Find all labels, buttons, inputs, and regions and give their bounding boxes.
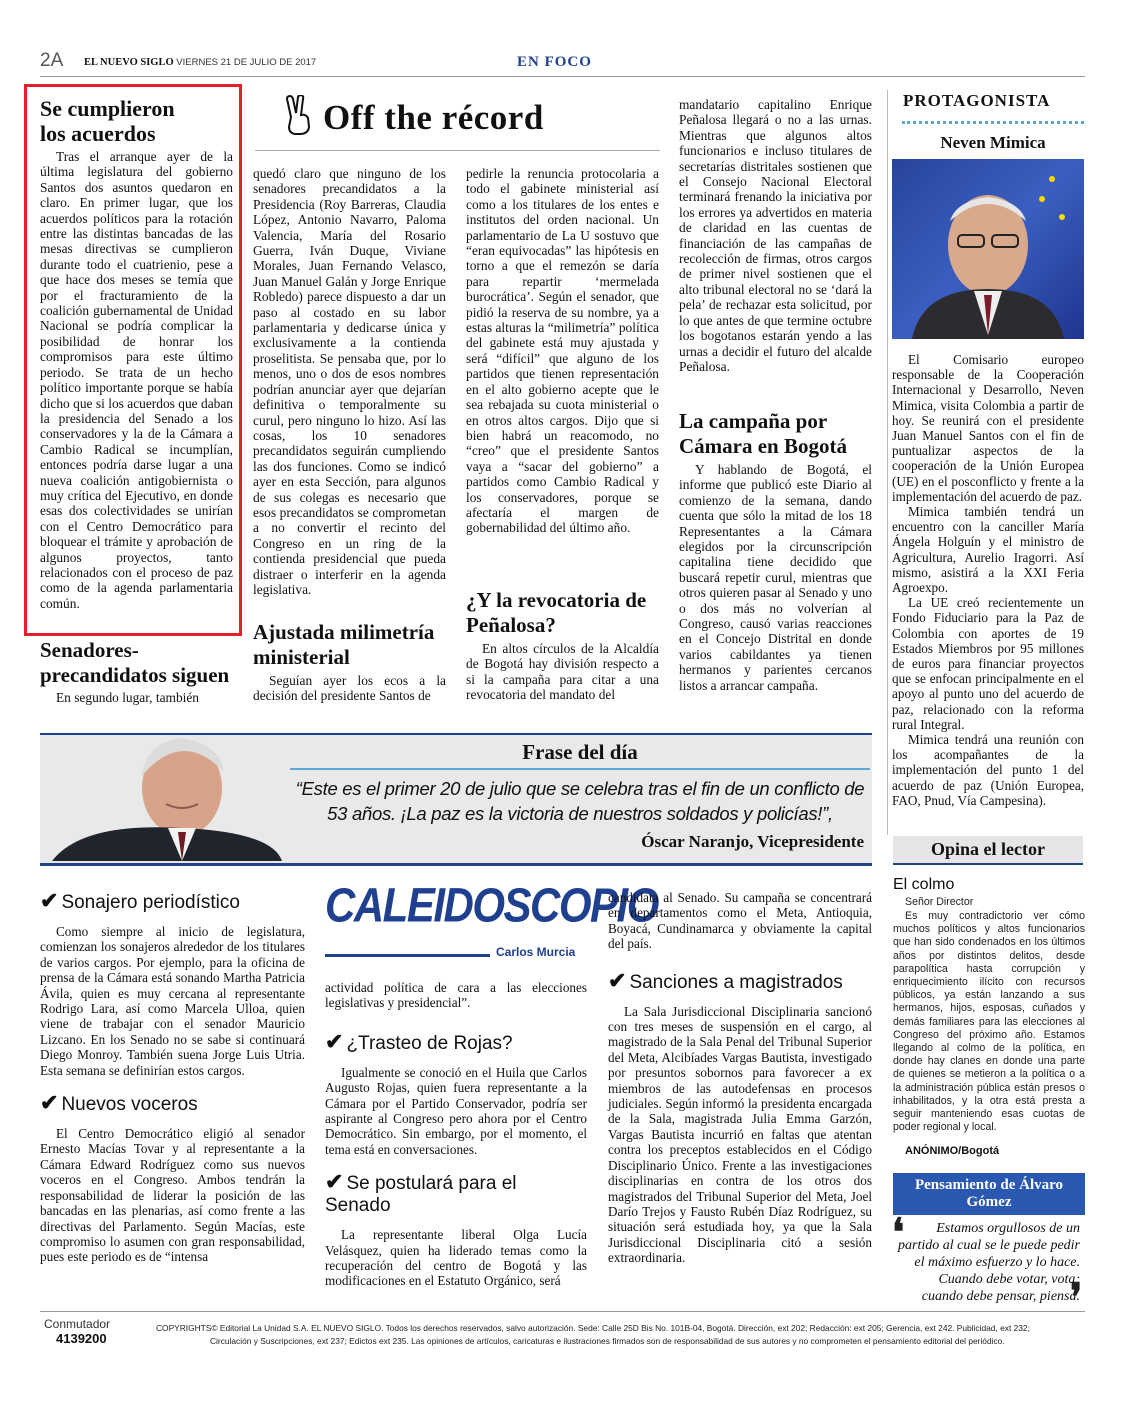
- s1-head-row: [40, 890, 305, 914]
- right-lead: [608, 890, 872, 952]
- frase-author: Óscar Naranjo, Vicepresidente: [641, 832, 864, 851]
- off-title-rule: [255, 150, 660, 151]
- issue-date: VIERNES 21 DE JULIO DE 2017: [176, 57, 317, 68]
- footer-rule: [40, 1311, 1085, 1312]
- off-col-c-sub: [679, 409, 872, 693]
- protagonista-label: PROTAGONISTA: [903, 91, 1051, 110]
- col1-subhead: Senadores-precandidatos siguen: [40, 638, 230, 687]
- s5-head: Sanciones a magistrados: [629, 971, 843, 993]
- s3-head-row: [325, 1028, 587, 1055]
- pensamiento-label: Pensamiento de Álvaro Gómez: [893, 1173, 1085, 1215]
- frase-label: Frase del día: [522, 740, 638, 764]
- off-col-b-tail-wrap: [466, 641, 659, 703]
- off-col-c-tail-wrap: [679, 462, 872, 693]
- s4-body: [325, 1227, 587, 1289]
- s3-head: ¿Trasteo de Rojas?: [346, 1032, 513, 1054]
- caleido-col2: [325, 980, 587, 1289]
- victory-hand-icon: [283, 95, 313, 140]
- pensamiento-quote: Estamos orgullosos de un partido al cual se le puede pedir el máximo esfuerzo y lo hace. Cuando debe votar, vota; cuando debe pensar, piensa.: [898, 1221, 1080, 1304]
- s3-body: [325, 1065, 587, 1157]
- masthead: EL NUEVO SIGLO: [84, 57, 174, 68]
- header-strip: [84, 57, 316, 68]
- naranjo-portrait: [42, 720, 282, 861]
- s2-text: El Centro Democrático eligió al senador Ernesto Macías Tovar y al representante a la Cámara Edward Rodríguez como sus nuevos voceros en el Congreso. Ambos tendrán la responsabilidad de liderar la posición de las bancadas en las plenarias, así como frente a las directivas del Parlamento. Según Macías, este compromiso lo asumen con gran responsabilidad, pues este periodo es de “intensa: [40, 1126, 305, 1265]
- checkmark-icon: ✔: [325, 1028, 344, 1054]
- lector-title: El colmo: [893, 876, 955, 893]
- footer-line2: Circulación y Suscripciones, ext 237; Edictos ext 235. Las opiniones de artículos, caricaturas e ilustraciones firmados son de responsabilidad de sus autores y no comprometen el pensamiento editorial del periódico.: [210, 1336, 1005, 1346]
- s5-text: La Sala Jurisdiccional Disciplinaria sancionó con tres meses de suspensión en el cargo, al magistrado de la Sala Penal del Tribunal Superior del Meta, Alcibíades Vargas Bautista, investigado por presuntos sobornos para favorecer a ex miembros de las autodefensas en procesos judiciales. Según informó la presidenta encargada de la Sala, magistrada Julia Emma Garzón, Vargas Bautista incurrió en faltas que atentan contra los preceptos establecidos en el Código Disciplinario Único. Frente a las investigaciones disciplinarias en contra de los otros dos magistrados del Tribunal Superior del Meta, Joel Darío Trejos y Fausto Rubén Díaz Rodríguez, su situación será estudiada hoy, ya que la Sala Jurisdiccional Disciplinaria citó a sesión extraordinaria.: [608, 1003, 872, 1266]
- off-col-b: [466, 166, 659, 536]
- frase-label-rule: [290, 768, 870, 770]
- portrait-graphic: [892, 159, 1084, 339]
- off-col-c-tail: Y hablando de Bogotá, el informe que publicó este Diario al comienzo de la semana, dando cuenta que sólo la mitad de los 18 Representantes a la Cámara elegidos por la circunscripción capitalina tiene decidido que buscará repetir curul, mientras que otros quieren pasar al Senado y uno o dos más no volverían al Congreso, causó varias reacciones en el Concejo Distrital en donde varios cabildantes ya tienen hermanos y parientes cercanos listos a arrancar campaña.: [679, 462, 872, 693]
- frase-quote: “Este es el primer 20 de julio que se celebra tras el fin de un conflicto de 53 años. ¡La paz es la victoria de nuestros soldados y policías!”,: [295, 778, 865, 824]
- page-number: 2A: [40, 50, 64, 71]
- col1-headline: Se cumplieron los acuerdos: [40, 96, 175, 146]
- caleido-author: Carlos Murcia: [496, 945, 576, 959]
- mid-lead: [325, 980, 587, 1011]
- lector-greeting: Señor Director: [905, 896, 974, 908]
- s4-text: La representante liberal Olga Lucía Velásquez, quien ha liderado temas como la recuperación del centro de Bogotá y las modificaciones en el Estatuto Orgánico, será: [325, 1227, 587, 1289]
- lector-body: [893, 910, 1085, 1134]
- open-quote-icon: ❛: [892, 1212, 905, 1254]
- col1-subbody-text: En segundo lugar, también: [56, 690, 200, 705]
- s5-body: [608, 1004, 872, 1266]
- conmutador-label: Conmutador: [44, 1317, 111, 1331]
- off-record-title: Off the récord: [323, 97, 544, 137]
- s1-head: Sonajero periodístico: [61, 892, 240, 913]
- checkmark-icon: ✔: [325, 1169, 344, 1195]
- caleido-col1: [40, 890, 305, 1265]
- right-lead-text: candidata al Senado. Su campaña se concentrará en departamentos como el Meta, Antioquia, Boyacá, Cundinamarca y obviamente la capital del país.: [608, 890, 872, 952]
- s2-head-row: [40, 1092, 305, 1116]
- col1-body: [40, 149, 233, 611]
- col-divider: [887, 90, 888, 835]
- s1-text: Como siempre al inicio de legislatura, comienzan los sonajeros alrededor de los titulares de varios cargos. Por ejemplo, para la oficina de prensa de la Cámara está sonando Martha Patricia Ávila, quien es muy cercana al representante Rodrigo Lara, así como Marcela Ulloa, quien viene de trabajar con el senador Mauricio Lizcano. En los Senado no se sabe si continuará Diego Monroy. También suena Jorge Luis Utria. Esta semana se definirían estos cargos.: [40, 924, 305, 1078]
- s1-body: [40, 924, 305, 1078]
- caleido-rule: [325, 954, 490, 957]
- lector-body-text: Es muy contradictorio ver cómo muchos políticos y altos funcionarios que han sido condenados en los últimos años por distintos delitos, desde parapolítica hasta corrupción y enriquecimiento ilícito con recursos públicos, ya están lanzando a sus hermanos, hijos, esposas, cuñados y demás familiares para las elecciones al Congreso del próximo año. Estamos llegando al colmo de la política, en donde hay clanes en donde una parte de quienes se metieron a la política o a la administración pública están presos o inhabilitados, y la otra está presta a seguir manteniendo esas cuotas de poder regional y local.: [893, 910, 1085, 1134]
- s4-head: Se postulará para el Senado: [325, 1173, 517, 1217]
- header-rule: [40, 76, 1085, 77]
- s4-head-row: [325, 1171, 587, 1217]
- off-col-c-text: mandatario capitalino Enrique Peñalosa llegará o no a las urnas. Mientras que algunos altos funcionarios e incluso titulares de secretarías distritales sostienen que el Consejo Nacional Electoral terminará frenando la iniciativa por los errores ya advertidos en materia de claridad en las cuentas de financiación de las campañas de recolección de firmas, otros cargos de primer nivel sostienen que el alto tribunal electoral no se ‘dará la pela’ de rechazar esta solicitud, por lo que antes de que termine octubre los bogotanos estarán yendo a las urnas a decidir el futuro del alcalde Peñalosa.: [679, 97, 872, 374]
- caleido-title: CALEIDOSCOPIO: [325, 878, 658, 933]
- section-label: EN FOCO: [517, 54, 592, 70]
- protagonista-p2: Mimica también tendrá un encuentro con la canciller María Ángela Holguín y el ministro de Agricultura, Aurelio Iragorri. Así mismo, asistirá a la XXI Feria Agroexpo.: [892, 504, 1084, 596]
- off-col-a-tail: Seguían ayer los ecos a la decisión del presidente Santos de: [253, 673, 446, 704]
- s2-body: [40, 1126, 305, 1265]
- off-col-b-sub: [466, 588, 659, 703]
- protagonista-body: [892, 352, 1084, 808]
- protagonista-p1: El Comisario europeo responsable de la Cooperación Internacional y Desarrollo, Neven Mimica, visita Colombia a partir de hoy. Se reunirá con el presidente Juan Manuel Santos con el fin de puntualizar aspectos de la cooperación de la Unión Europea (UE) en el posconflicto y frente a la implementación del acuerdo de paz.: [892, 352, 1084, 504]
- off-col-a-tail-wrap: [253, 673, 446, 704]
- footer-line1: COPYRIGHTS© Editorial La Unidad S.A. EL NUEVO SIGLO. Todos los derechos reservados, salvo autorización. Sede: Calle 25D Bis No. 101B-04, Bogotá. Dirección, ext 202; Redacción: ext 205; Gerencia, ext 242. Publicidad, ext 232;: [156, 1323, 1030, 1333]
- frase-photo: [42, 720, 282, 861]
- off-col-c-head: La campaña por Cámara en Bogotá: [679, 409, 847, 458]
- col1-sub: [40, 638, 233, 705]
- off-col-b-text: pedirle la renuncia protocolaria a todo el gabinete ministerial así como a los titulares de los entes e institutos del orden nacional. Un parlamentario de La U sostuvo que “eran equivocadas” las hipótesis en torno a que el remezón se daría para repartir ‘mermelada burocrática’. Según el senador, que pidió la reserva de su nombre, ya a estas alturas la “milimetría” política del gabinete está muy ajustada y será “difícil” que alguno de los partidos que tienen representación en el alto gobierno acepte que le sea rebajada su cuota ministerial o en otros altos cargos. Dijo que si bien habrá un reacomodo, no “creo” que el presidente Santos vaya a “sacar del gobierno” a partidos como Cambio Radical y los conservadores, porque se afectaría el margen de gobernabilidad del último año.: [466, 166, 659, 536]
- off-col-a-text: quedó claro que ninguno de los senadores precandidatos a la Presidencia (Roy Barreras, Claudia López, Antonio Navarro, Paloma Valencia, María del Rosario Guerra, Iván Duque, Viviane Morales, Juan Fernando Velasco, Juan Manuel Galán y Jorge Enrique Robledo) parece dispuesto a dar un paso al costado en su labor parlamentaria y dedicarse única y exclusivamente a la contienda proselitista. Se pensaba que, por lo menos, uno o dos de esos nombres podrían anunciar ayer que dejarían definitiva o temporalmente su curul, pero ninguno lo hizo. Así las cosas, los 10 senadores precandidatos seguirán cumpliendo las dos funciones. Como se indicó ayer en esta Sección, para algunos de sus colegas es necesario que esos precandidatos se comprometan a no convertir el recinto del Congreso en un ring de la contienda presidencial que pueda distraer o interferir en la agenda legislativa.: [253, 166, 446, 597]
- protagonista-name: Neven Mimica: [940, 133, 1046, 152]
- off-col-a-sub: [253, 620, 446, 704]
- off-record-title-block: [283, 95, 544, 139]
- off-col-a-head: Ajustada milimetría ministerial: [253, 620, 435, 669]
- caleido-col3: [608, 890, 872, 1266]
- protagonista-p3: La UE creó recientemente un Fondo Fiduciario para la Paz de Colombia con aportes de 19 Estados Miembros por 95 millones de euros para financiar proyectos que se enfocan principalmente en el apoyo al punto uno del acuerdo de paz, relacionado con la reforma rural Integral.: [892, 595, 1084, 732]
- off-col-b-head: ¿Y la revocatoria de Peñalosa?: [466, 588, 647, 637]
- protagonista-photo: [892, 159, 1084, 339]
- s3-text: Igualmente se conoció en el Huila que Carlos Augusto Rojas, quien fuera representante a la Cámara por el Partido Conservador, podría ser aspirante al Congreso pero ahora por el Centro Democrático. Sin embargo, por el momento, el tema está en conversaciones.: [325, 1064, 587, 1157]
- col1-article: [40, 96, 233, 611]
- col1-subbody: [40, 690, 233, 705]
- lector-label: Opina el lector: [893, 836, 1083, 865]
- dotted-rule: [902, 121, 1084, 124]
- lector-signature: ANÓNIMO/Bogotá: [905, 1145, 1000, 1157]
- s2-head: Nuevos voceros: [61, 1094, 198, 1116]
- checkmark-icon: ✔: [40, 1090, 59, 1116]
- protagonista-p4: Mimica tendrá una reunión con los acompañantes de la implementación del punto 1 del acuerdo de paz (Unión Europea, FAO, Pnud, Vía Campesina).: [892, 732, 1084, 808]
- conmutador-number: 4139200: [56, 1331, 107, 1346]
- mid-lead-text: actividad política de cara a las elecciones legislativas y presidencial”.: [325, 980, 587, 1011]
- checkmark-icon: ✔: [608, 967, 627, 993]
- col1-paragraph: Tras el arranque ayer de la última legislatura del gobierno Santos dos asuntos quedaron en claro. En primer lugar, que los acuerdos políticos para la rotación entre las distintas bancadas de las mesas directivas se cumplieron durante todo el cuatrienio, pese a que hace dos meses se temía que por el fracturamiento de la coalición gubernamental de Unidad Nacional se podría complicar la posibilidad de honrar los compromisos para este último periodo. Se trata de un hecho político importante porque se había dicho que si los acuerdos que daban la presidencia del Senado a los conservadores y la de la Cámara a Cambio Radical se incumplían, entonces podría darse lugar a una nueva coalición antigobiernista o muy crítica del Ejecutivo, en donde esas dos colectividades se unirían con el Centro Democrático para bloquear el trámite y aprobación de algunos proyectos, tanto relacionados con el proceso de paz como de la agenda parlamentaria común.: [40, 149, 233, 611]
- close-quote-icon: ❜: [1070, 1277, 1083, 1319]
- off-col-a: [253, 166, 446, 597]
- checkmark-icon: ✔: [40, 888, 59, 913]
- off-col-b-tail: En altos círculos de la Alcaldía de Bogotá hay división respecto a si la campaña para citar a una revocatoria del mandato del: [466, 641, 659, 703]
- s5-head-row: [608, 967, 872, 994]
- off-col-c: [679, 97, 872, 374]
